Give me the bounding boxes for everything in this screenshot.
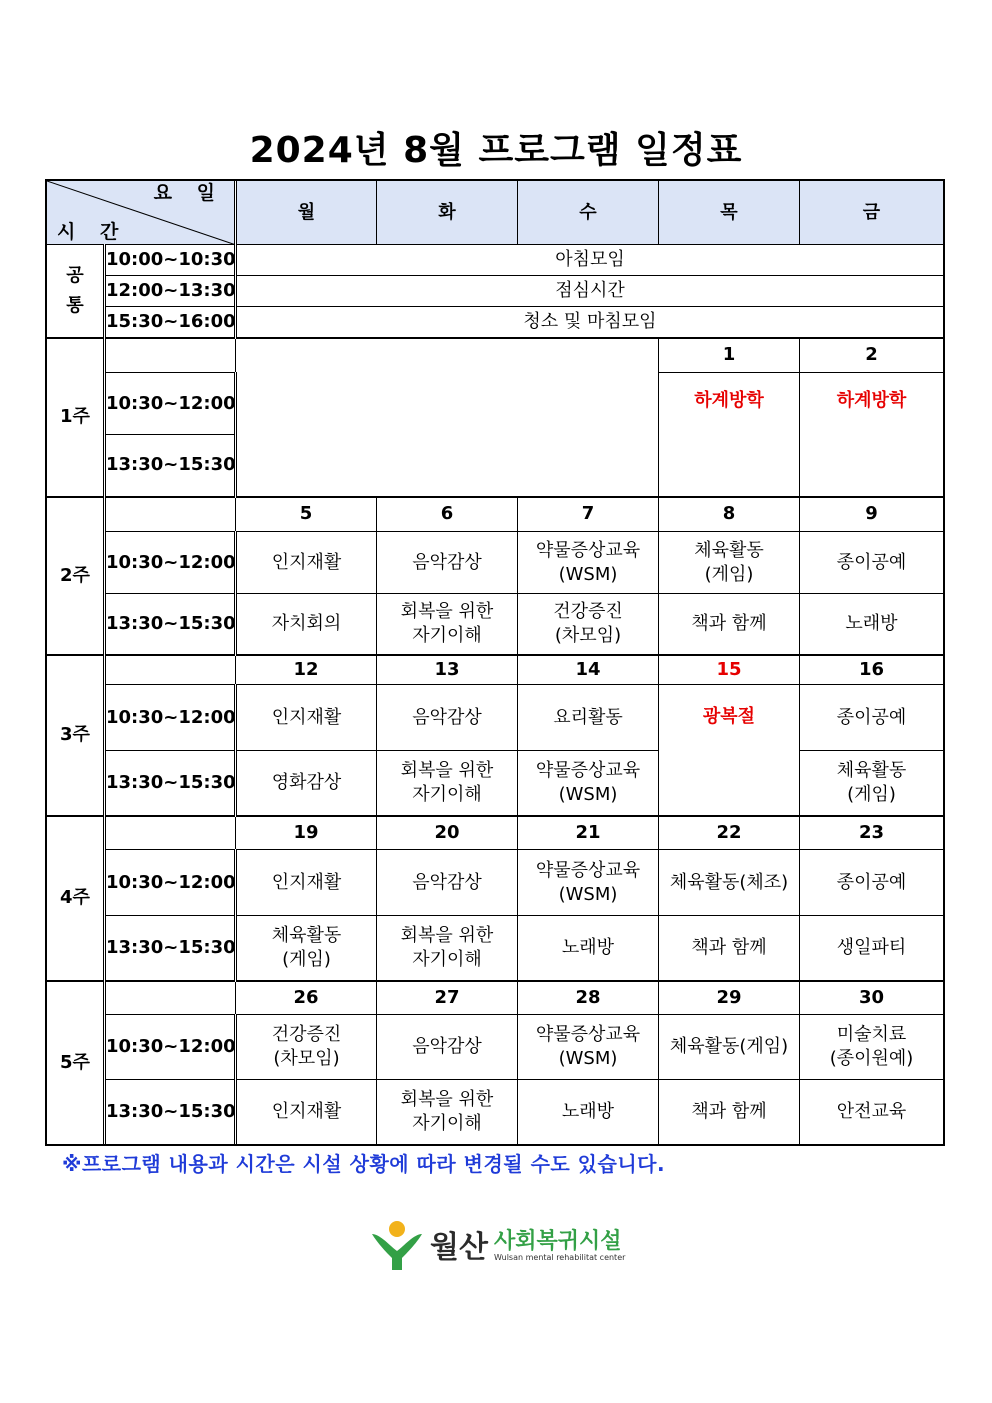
week-am-row	[47, 1015, 944, 1080]
activity-am-wed: 약물증상교육 (WSM)	[518, 532, 659, 594]
date-cell-wed: 7	[518, 497, 659, 532]
week-am-row	[47, 685, 944, 751]
week-pm-row	[47, 751, 944, 816]
time-pm: 13:30~15:30	[105, 751, 236, 816]
time-pm: 13:30~15:30	[105, 594, 236, 655]
logo-subtitle: 사회복귀시설	[494, 1229, 622, 1254]
common-row	[47, 245, 944, 276]
date-cell-thu: 8	[659, 497, 800, 532]
week-am-row	[47, 850, 944, 916]
week-label: 1주	[47, 338, 105, 497]
common-label	[47, 245, 105, 338]
week1-empty-block	[236, 338, 659, 497]
week-time-blank	[105, 655, 236, 685]
week-time-blank	[105, 338, 236, 373]
logo-icon	[368, 1218, 428, 1274]
activity-am-thu: 광복절	[659, 685, 800, 816]
common-time-2: 12:00~13:30	[105, 276, 236, 307]
common-activity-1: 아침모임	[236, 245, 944, 276]
day-header-fri: 금	[800, 181, 944, 245]
activity-pm-mon: 영화감상	[236, 751, 377, 816]
activity-pm-fri: 안전교육	[800, 1080, 944, 1145]
week-date-row	[47, 655, 944, 685]
activity-am-tue: 음악감상	[377, 1015, 518, 1080]
date-cell-mon: 5	[236, 497, 377, 532]
date-cell-fri: 16	[800, 655, 944, 685]
activity-am-fri: 하계방학	[800, 373, 944, 497]
header-row	[47, 181, 944, 245]
logo-name: 월산	[430, 1230, 488, 1265]
common-time-3: 15:30~16:00	[105, 307, 236, 338]
activity-pm-mon: 자치회의	[236, 594, 377, 655]
date-cell-fri: 23	[800, 816, 944, 850]
activity-am-mon: 인지재활	[236, 532, 377, 594]
activity-am-tue: 음악감상	[377, 532, 518, 594]
activity-pm-mon: 인지재활	[236, 1080, 377, 1145]
date-cell-tue: 20	[377, 816, 518, 850]
week-time-blank	[105, 981, 236, 1015]
week-pm-row	[47, 916, 944, 981]
time-am: 10:30~12:00	[105, 1015, 236, 1080]
activity-pm-wed: 건강증진 (차모임)	[518, 594, 659, 655]
time-pm: 13:30~15:30	[105, 1080, 236, 1145]
activity-am-fri: 종이공예	[800, 685, 944, 751]
week-date-row	[47, 497, 944, 532]
activity-pm-tue: 회복을 위한 자기이해	[377, 1080, 518, 1145]
activity-am-thu: 체육활동(체조)	[659, 850, 800, 916]
date-cell-mon: 12	[236, 655, 377, 685]
common-label-2: 통	[66, 294, 84, 316]
common-row	[47, 307, 944, 338]
date-cell-wed: 21	[518, 816, 659, 850]
activity-pm-fri: 체육활동 (게임)	[800, 751, 944, 816]
activity-am-wed: 약물증상교육 (WSM)	[518, 1015, 659, 1080]
day-header-tue: 화	[377, 181, 518, 245]
common-activity-2: 점심시간	[236, 276, 944, 307]
common-activity-3: 청소 및 마침모임	[236, 307, 944, 338]
activity-am-tue: 음악감상	[377, 685, 518, 751]
date-cell-thu: 22	[659, 816, 800, 850]
activity-am-tue: 음악감상	[377, 850, 518, 916]
week-label: 5주	[47, 981, 105, 1145]
activity-pm-wed: 노래방	[518, 1080, 659, 1145]
week-label: 3주	[47, 655, 105, 816]
date-cell-tue: 13	[377, 655, 518, 685]
date-cell-wed: 28	[518, 981, 659, 1015]
page-title: 2024년 8월 프로그램 일정표	[249, 130, 743, 171]
common-time-1: 10:00~10:30	[105, 245, 236, 276]
date-cell-tue: 6	[377, 497, 518, 532]
week-am-row	[47, 532, 944, 594]
date-cell-tue: 27	[377, 981, 518, 1015]
activity-pm-tue: 회복을 위한 자기이해	[377, 594, 518, 655]
activity-am-thu: 체육활동 (게임)	[659, 532, 800, 594]
logo	[368, 1218, 628, 1274]
date-cell-wed: 14	[518, 655, 659, 685]
activity-pm-thu: 책과 함께	[659, 594, 800, 655]
day-header-thu: 목	[659, 181, 800, 245]
week-date-row	[47, 338, 944, 373]
header-yoil: 요 일	[153, 182, 224, 204]
logo-english: Wulsan mental rehabilitat center	[494, 1253, 626, 1262]
activity-am-mon: 인지재활	[236, 685, 377, 751]
activity-pm-thu: 책과 함께	[659, 1080, 800, 1145]
week-time-blank	[105, 497, 236, 532]
date-cell-thu: 1	[659, 338, 800, 373]
date-cell-mon: 26	[236, 981, 377, 1015]
activity-pm-fri: 노래방	[800, 594, 944, 655]
week-label: 2주	[47, 497, 105, 655]
activity-am-wed: 약물증상교육 (WSM)	[518, 850, 659, 916]
schedule-table	[46, 180, 944, 1145]
date-cell-fri: 30	[800, 981, 944, 1015]
time-am: 10:30~12:00	[105, 850, 236, 916]
week-pm-row	[47, 594, 944, 655]
activity-am-wed: 요리활동	[518, 685, 659, 751]
week-date-row	[47, 816, 944, 850]
activity-pm-wed: 약물증상교육 (WSM)	[518, 751, 659, 816]
time-pm: 13:30~15:30	[105, 435, 236, 497]
common-row	[47, 276, 944, 307]
corner-cell	[47, 181, 236, 245]
time-pm: 13:30~15:30	[105, 916, 236, 981]
header-sigan: 시 간	[57, 221, 128, 243]
week-time-blank	[105, 816, 236, 850]
activity-pm-tue: 회복을 위한 자기이해	[377, 751, 518, 816]
activity-am-thu: 체육활동(게임)	[659, 1015, 800, 1080]
activity-am-fri: 종이공예	[800, 532, 944, 594]
activity-pm-tue: 회복을 위한 자기이해	[377, 916, 518, 981]
activity-am-thu: 하계방학	[659, 373, 800, 497]
day-header-wed: 수	[518, 181, 659, 245]
activity-pm-thu: 책과 함께	[659, 916, 800, 981]
week-label: 4주	[47, 816, 105, 981]
time-am: 10:30~12:00	[105, 532, 236, 594]
time-am: 10:30~12:00	[105, 685, 236, 751]
activity-pm-wed: 노래방	[518, 916, 659, 981]
week-date-row	[47, 981, 944, 1015]
activity-am-mon: 건강증진 (차모임)	[236, 1015, 377, 1080]
activity-pm-fri: 생일파티	[800, 916, 944, 981]
date-cell-mon: 19	[236, 816, 377, 850]
week-pm-row	[47, 1080, 944, 1145]
notice-text: ※프로그램 내용과 시간은 시설 상황에 따라 변경될 수도 있습니다.	[62, 1152, 666, 1176]
activity-pm-mon: 체육활동 (게임)	[236, 916, 377, 981]
day-header-mon: 월	[236, 181, 377, 245]
common-label-1: 공	[66, 264, 84, 286]
activity-am-fri: 미술치료 (종이원예)	[800, 1015, 944, 1080]
activity-am-fri: 종이공예	[800, 850, 944, 916]
date-cell-fri: 2	[800, 338, 944, 373]
date-cell-thu: 15	[659, 655, 800, 685]
date-cell-thu: 29	[659, 981, 800, 1015]
activity-am-mon: 인지재활	[236, 850, 377, 916]
time-am: 10:30~12:00	[105, 373, 236, 435]
date-cell-fri: 9	[800, 497, 944, 532]
